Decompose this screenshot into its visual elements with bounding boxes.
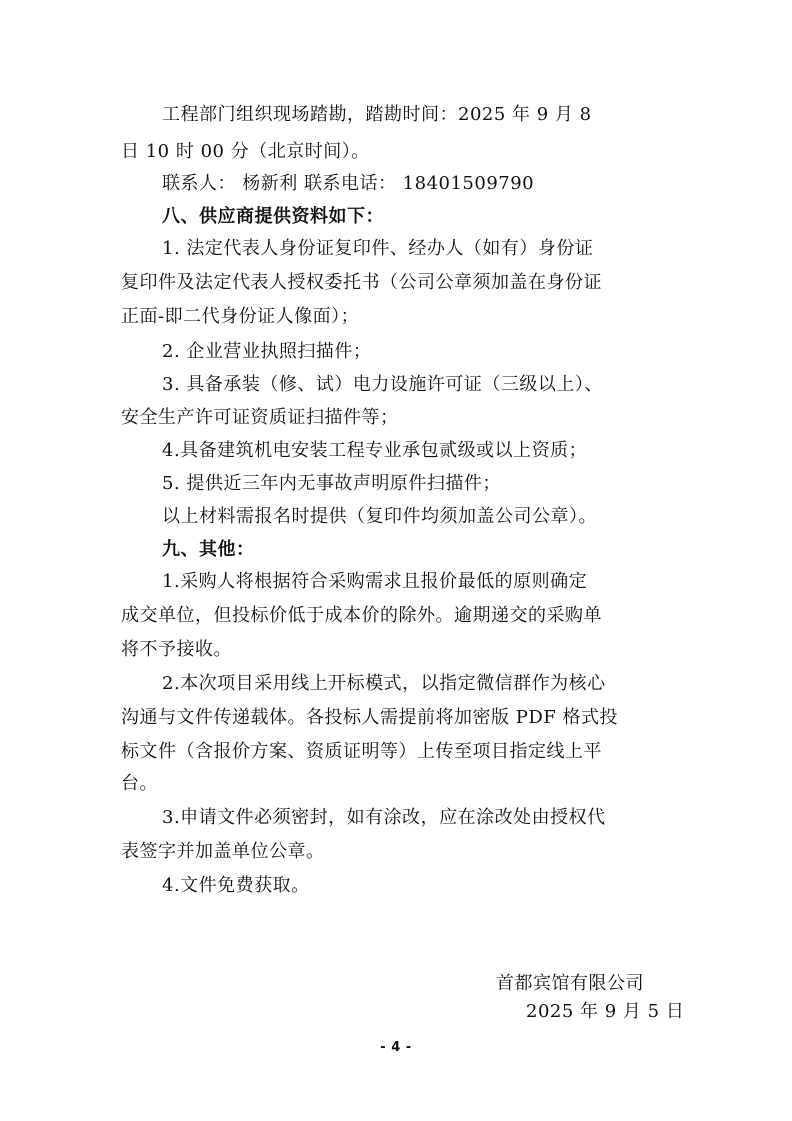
section-9-item-2-line-2: 沟通与文件传递载体。各投标人需提前将加密版 PDF 格式投 xyxy=(121,707,618,728)
section-9-item-3-line-1: 3.申请文件必须密封，如有涂改，应在涂改处由授权代 xyxy=(162,807,606,828)
site-visit-line-2: 日 10 时 00 分（北京时间）。 xyxy=(121,141,370,162)
section-8-item-3-line-2: 安全生产许可证资质证扫描件等； xyxy=(121,407,399,428)
section-8-item-1-line-1: 1. 法定代表人身份证复印件、经办人（如有）身份证 xyxy=(162,238,594,259)
section-8-note: 以上材料需报名时提供（复印件均须加盖公司公章）。 xyxy=(162,506,597,527)
section-9-item-2-line-1: 2.本次项目采用线上开标模式，以指定微信群作为核心 xyxy=(162,673,606,694)
section-8-item-5: 5. 提供近三年内无事故声明原件扫描件； xyxy=(162,473,501,494)
section-9-item-1-line-3: 将不予接收。 xyxy=(121,639,232,660)
section-9-item-1-line-2: 成交单位，但投标价低于成本价的除外。逾期递交的采购单 xyxy=(121,605,602,626)
signature-date: 2025 年 9 月 5 日 xyxy=(526,1001,685,1022)
contact-line: 联系人： 杨新利 联系电话： 18401509790 xyxy=(162,173,535,194)
section-9-item-1-line-1: 1.采购人将根据符合采购需求且报价最低的原则确定 xyxy=(162,571,588,592)
section-8-item-1-line-3: 正面-即二代身份证人像面）； xyxy=(121,306,360,327)
site-visit-line-1: 工程部门组织现场踏勘，踏勘时间：2025 年 9 月 8 xyxy=(162,104,592,125)
section-8-item-3-line-1: 3. 具备承装（修、试）电力设施许可证（三级以上）、 xyxy=(162,374,603,395)
section-8-item-1-line-2: 复印件及法定代表人授权委托书（公司公章须加盖在身份证 xyxy=(121,272,602,293)
page-number: - 4 - xyxy=(380,1040,412,1055)
signature-company: 首都宾馆有限公司 xyxy=(496,973,644,994)
section-9-item-2-line-3: 标文件（含报价方案、资质证明等）上传至项目指定线上平 xyxy=(121,741,602,762)
section-8-heading: 八、供应商提供资料如下： xyxy=(162,206,384,227)
section-9-item-4: 4.文件免费获取。 xyxy=(162,875,310,896)
section-8-item-2: 2. 企业营业执照扫描件； xyxy=(162,341,372,362)
section-8-item-4: 4.具备建筑机电安装工程专业承包贰级或以上资质； xyxy=(162,440,588,461)
section-9-item-3-line-2: 表签字并加盖单位公章。 xyxy=(121,841,325,862)
section-9-heading: 九、其他： xyxy=(162,539,255,560)
section-9-item-2-line-4: 台。 xyxy=(121,773,158,794)
